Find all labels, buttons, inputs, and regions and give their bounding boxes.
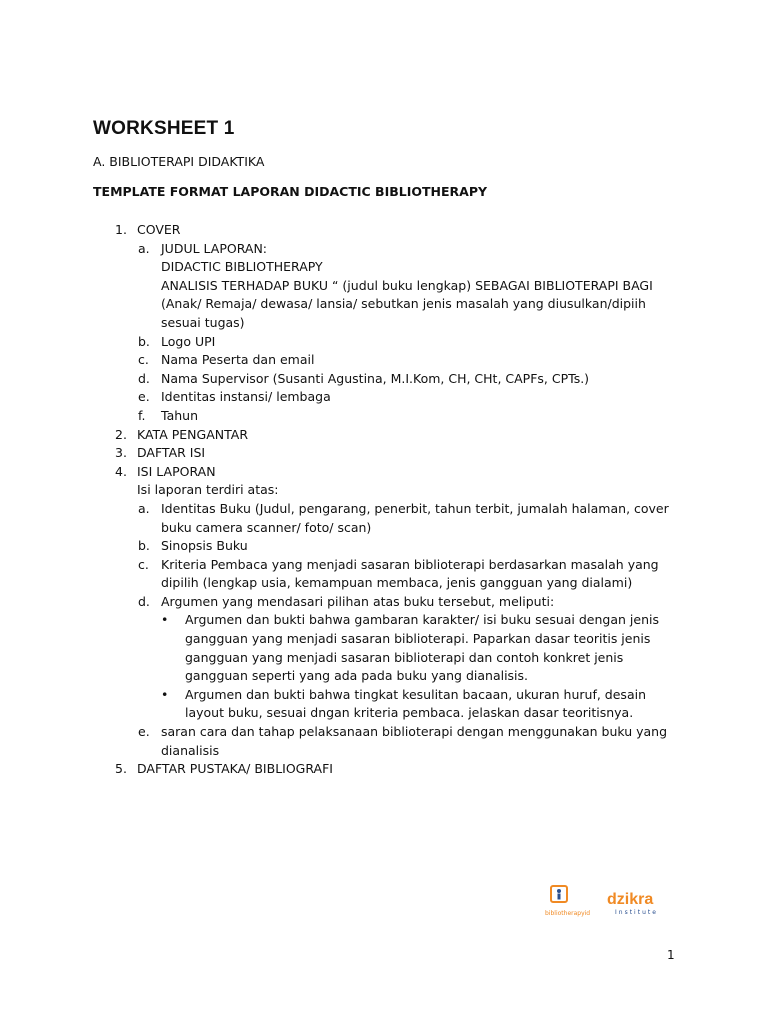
list-item: b. Sinopsis Buku bbox=[138, 538, 248, 554]
dzikra-logo-icon bbox=[607, 891, 658, 916]
list-item: a. Identitas Buku (Judul, pengarang, penerbit, tahun terbit, jumalah halaman, cover bbox=[138, 500, 669, 516]
list-item: 1. COVER bbox=[115, 222, 181, 237]
template-heading: TEMPLATE FORMAT LAPORAN DIDACTIC BIBLIOTHERAPY bbox=[93, 184, 488, 199]
list-item: a. JUDUL LAPORAN: bbox=[138, 240, 268, 256]
list-item-continuation: ANALISIS TERHADAP BUKU “ (judul buku lengkap) SEBAGAI BIBLIOTERAPI BAGI bbox=[161, 277, 653, 293]
list-item-continuation: dipilih (lengkap usia, kemampuan membaca, jenis gangguan yang dialami) bbox=[161, 575, 633, 591]
page-title: WORKSHEET 1 bbox=[93, 118, 235, 139]
list-item-continuation: Isi laporan terdiri atas: bbox=[137, 482, 279, 498]
section-heading: A. BIBLIOTERAPI DIDAKTIKA bbox=[93, 154, 265, 169]
list-item: d. Nama Supervisor (Susanti Agustina, M.I.Kom, CH, CHt, CAPFs, CPTs.) bbox=[138, 370, 590, 386]
list-item: e. Identitas instansi/ lembaga bbox=[138, 389, 331, 405]
outline-list bbox=[93, 221, 693, 779]
dzikra-logo-text: dzikra bbox=[607, 891, 654, 908]
list-item: 2. KATA PENGANTAR bbox=[115, 426, 249, 442]
list-item: d. Argumen yang mendasari pilihan atas buku tersebut, meliputi: bbox=[138, 593, 555, 609]
logos-graphic bbox=[545, 882, 675, 922]
list-item-continuation: DIDACTIC BIBLIOTHERAPY bbox=[161, 259, 323, 275]
bibliotherapy-logo-text: bibliotherapyid bbox=[545, 910, 591, 917]
list-item-continuation: sesuai tugas) bbox=[161, 314, 245, 330]
dzikra-logo-subtext: Institute bbox=[615, 909, 658, 916]
list-item: 5. DAFTAR PUSTAKA/ BIBLIOGRAFI bbox=[115, 761, 333, 777]
page-number: 1 bbox=[667, 948, 675, 962]
list-item-continuation: (Anak/ Remaja/ dewasa/ lansia/ sebutkan jenis masalah yang diusulkan/dipiih bbox=[161, 296, 646, 312]
list-item: f. Tahun bbox=[138, 407, 198, 423]
bullet-item: • Argumen dan bukti bahwa tingkat kesulitan bacaan, ukuran huruf, desain bbox=[161, 686, 646, 702]
list-item: 4. ISI LAPORAN bbox=[115, 463, 216, 479]
book-figure-logo-icon bbox=[545, 886, 590, 917]
list-item: c. Nama Peserta dan email bbox=[138, 352, 315, 368]
bullet-item: • Argumen dan bukti bahwa gambaran karakter/ isi buku sesuai dengan jenis bbox=[161, 612, 659, 628]
list-item: c. Kriteria Pembaca yang menjadi sasaran biblioterapi berdasarkan masalah yang bbox=[138, 556, 659, 572]
footer-logos bbox=[545, 882, 675, 922]
list-item-continuation: buku camera scanner/ foto/ scan) bbox=[161, 519, 372, 535]
list-item-continuation: dianalisis bbox=[161, 742, 220, 758]
bullet-item-continuation: layout buku, sesuai dngan kriteria pembaca. jelaskan dasar teoritisnya. bbox=[185, 705, 634, 721]
bullet-item-continuation: gangguan seperti yang ada pada buku yang dianalisis. bbox=[185, 668, 529, 684]
list-item: b. Logo UPI bbox=[138, 333, 216, 349]
bullet-item-continuation: gangguan yang menjadi sasaran biblioterapi dan contoh konkret jenis bbox=[185, 649, 624, 665]
list-item: e. saran cara dan tahap pelaksanaan biblioterapi dengan menggunakan buku yang bbox=[138, 724, 668, 740]
bullet-item-continuation: gangguan yang menjadi sasaran biblioterapi. Paparkan dasar teoritis jenis bbox=[185, 631, 651, 647]
list-item: 3. DAFTAR ISI bbox=[115, 445, 206, 461]
